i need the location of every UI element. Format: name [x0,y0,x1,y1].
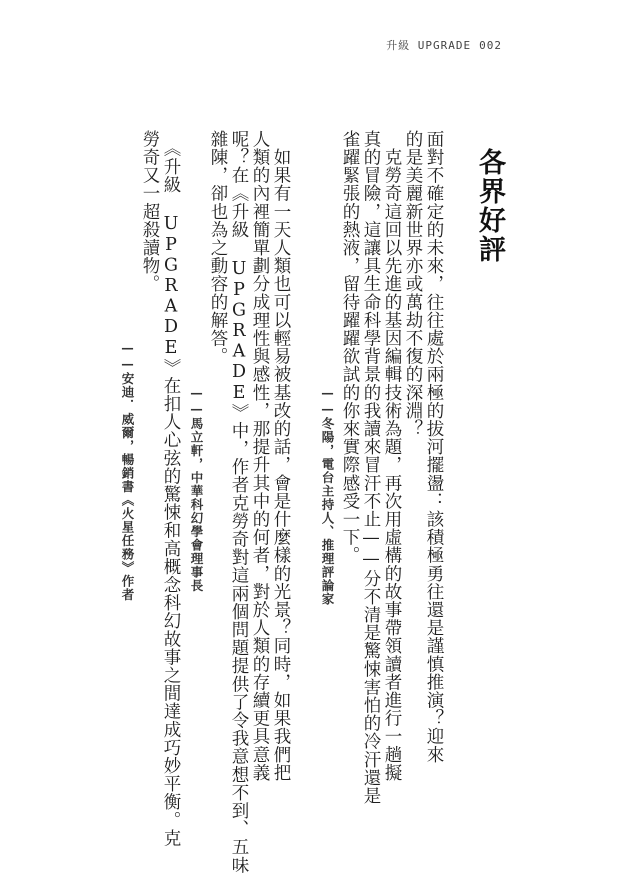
review-2-line-1: 如果有一天人類也可以輕易被基改的話，會是什麼樣的光景？同時，如果我們把 [271,130,291,782]
review-3-attribution: ——安迪．威爾，暢銷書《火星任務》作者 [120,340,135,602]
review-2-line-4: 雜陳，卻也為之動容的解答。 [208,130,228,366]
review-3-line-1: 《升級 UPGRADE》在扣人心弦的驚悚和高概念科幻故事之間達成巧妙平衡。克 [161,130,181,848]
running-head-title: 升級 UPGRADE [386,39,472,52]
review-1-line-5: 雀躍緊張的熱液，留待躍躍欲試的你來實際感受一下。 [340,130,360,565]
review-3-line-2: 勞奇又一超殺讀物。 [140,130,160,293]
review-1-line-1: 面對不確定的未來，往往處於兩極的拔河擺盪：該積極勇往還是謹慎推演？迎來 [424,130,444,764]
review-2-line-3: 呢？在《升級 UPGRADE》中，作者克勞奇對這兩個問題提供了令我意想不到、五味 [229,130,249,874]
review-1-line-3: 克勞奇這回以先進的基因編輯技術為題，再次用虛構的故事帶領讀者進行一趟擬 [382,130,402,782]
review-1-line-2: 的是美麗新世界亦或萬劫不復的深淵？ [403,130,423,438]
running-head [378,37,502,53]
review-1-line-4: 真的冒險，這讓具生命科學背景的我讀來冒汗不止——分不清是驚悚害怕的冷汗還是 [361,130,381,805]
review-1-attribution: ——冬陽，電台主持人、推理評論家 [320,385,335,606]
section-title: 各界好評 [474,148,505,264]
page-number: 002 [479,39,502,52]
review-2-attribution: ——馬立軒，中華科幻學會理事長 [189,385,204,593]
review-2-line-2: 人類的內裡簡單劃分成理性與感性，那提升其中的何者，對於人類的存續更具意義 [250,130,270,782]
